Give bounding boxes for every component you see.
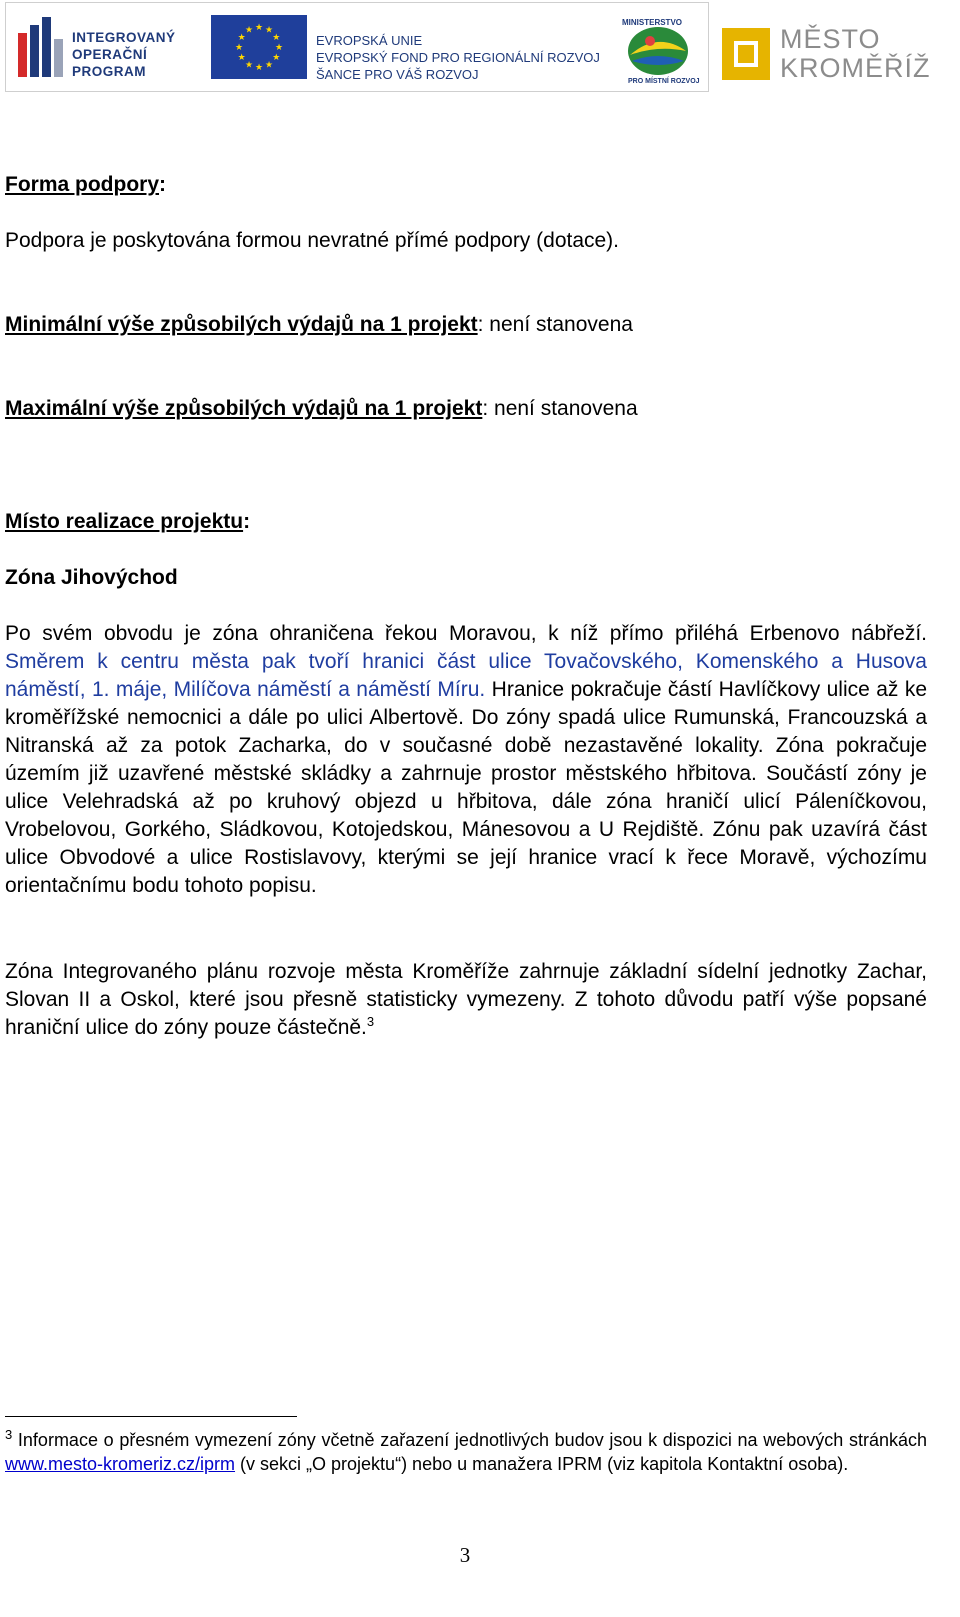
svg-text:MINISTERSTVO: MINISTERSTVO [622, 18, 683, 27]
eu-line-1: EVROPSKÁ UNIE [316, 33, 423, 48]
eu-star-icon: ★ [254, 62, 264, 72]
maximalni-value: : není stanovena [482, 397, 638, 420]
zona-paragraph-1 [5, 620, 927, 900]
eu-star-icon: ★ [264, 59, 274, 70]
forma-heading-text: Forma podpory [5, 173, 160, 196]
kromeriz-logo-icon [722, 28, 770, 80]
minimalni-value: : není stanovena [477, 313, 633, 336]
eu-text [316, 32, 600, 83]
footnote-link[interactable]: www.mesto-kromeriz.cz/iprm [5, 1454, 236, 1474]
mesto-line-2: KROMĚŘÍŽ [780, 53, 931, 83]
eu-star-icon: ★ [234, 42, 244, 52]
svg-text:PRO MÍSTNÍ ROZVOJ: PRO MÍSTNÍ ROZVOJ [628, 78, 700, 85]
iop-line-2: OPERAČNÍ [72, 47, 148, 62]
eu-star-icon: ★ [272, 52, 281, 62]
iop-line-3: PROGRAM [72, 64, 146, 79]
maximalni-label: Maximální výše způsobilých výdajů na 1 projekt [5, 397, 483, 420]
minimalni-label: Minimální výše způsobilých výdajů na 1 projekt [5, 313, 478, 336]
maximalni-vyse-line [5, 395, 927, 423]
zona-para1-rest: Hranice pokračuje částí Havlíčkovy ulice až ke kroměřížské nemocnici a dále po ulici Albertově. Do zóny spadá ulice Rumunská, Francouzská a Nitranská až za potok Zacharka, do v současné době nezastavěné lokality. Zóna pokračuje územím již uzavřené městské skládky a zahrnuje prostor městského hřbitova. Součástí zóny je ulice Velehradská až po kruhový objezd u hřbitova, dále zóna hraničí ulicí Páleníčkovou, Vrobelovou, Gorkého, Sládkovou, Kotojedskou, Mánesovou a U Rejdiště. Zónu pak uzavírá část ulice Obvodové a ulice Rostislavovy, kterými se její hranice vrací k řece Moravě, výchozímu orientačnímu bodu tohoto popisu. [5, 678, 927, 897]
footnote-text-after: (v sekci „O projektu“) nebo u manažera IPRM (viz kapitola Kontaktní osoba). [235, 1454, 849, 1474]
misto-heading-colon: : [243, 510, 251, 533]
eu-star-icon: ★ [244, 24, 254, 35]
iop-line-1: INTEGROVANÝ [72, 30, 176, 45]
zona-para1-highlight: Směrem k centru města pak tvoří hranici část ulice Tovačovského, Komenského a Husova náměstí, 1. máje, Milíčova náměstí a náměstí Míru. [5, 650, 927, 701]
misto-realizace-heading [5, 508, 927, 536]
eu-line-3: ŠANCE PRO VÁŠ ROZVOJ [316, 67, 479, 82]
eu-line-2: EVROPSKÝ FOND PRO REGIONÁLNÍ ROZVOJ [316, 50, 600, 65]
eu-star-icon: ★ [237, 52, 246, 62]
zona-heading: Zóna Jihovýchod [5, 566, 178, 589]
misto-heading-text: Místo realizace projektu [5, 510, 244, 533]
iop-logo [16, 17, 191, 79]
footnote-separator [5, 1416, 297, 1417]
footnote-number: 3 [5, 1427, 13, 1442]
mmr-logo-icon [612, 11, 704, 85]
eu-star-icon: ★ [254, 22, 264, 32]
kromeriz-logo-text [780, 25, 931, 83]
footnote [5, 1428, 927, 1476]
page-number: 3 [459, 1543, 471, 1567]
mesto-line-1: MĚSTO [780, 24, 881, 54]
minimalni-vyse-line [5, 311, 927, 339]
eu-star-icon: ★ [237, 32, 246, 42]
forma-podpory-heading [5, 171, 927, 199]
eu-star-icon: ★ [272, 32, 281, 42]
forma-heading-colon: : [159, 173, 167, 196]
forma-podpory-text: Podpora je poskytována formou nevratné přímé podpory (dotace). [5, 229, 620, 252]
eu-star-icon: ★ [274, 42, 284, 52]
eu-star-icon: ★ [264, 24, 274, 35]
logo-bar [5, 2, 709, 92]
eu-flag-icon [211, 15, 307, 79]
zona-paragraph-2 [5, 958, 927, 1042]
iop-logo-mark [16, 17, 64, 79]
iop-logo-text [72, 29, 176, 80]
footnote-reference[interactable]: 3 [366, 1014, 375, 1029]
zona-para1-start: Po svém obvodu je zóna ohraničena řekou Moravou, k níž přímo přiléhá Erbenovo nábřeží. [5, 622, 927, 645]
footnote-text-before: Informace o přesném vymezení zóny včetně zařazení jednotlivých budov jsou k dispozici na webových stránkách [12, 1430, 927, 1450]
zona-para2-text: Zóna Integrovaného plánu rozvoje města Kroměříže zahrnuje základní sídelní jednotky Zachar, Slovan II a Oskol, které jsou přesně statisticky vymezeny. Z tohoto důvodu patří výše popsané hraniční ulice do zóny pouze částečně. [5, 960, 927, 1039]
eu-star-icon: ★ [244, 59, 254, 70]
